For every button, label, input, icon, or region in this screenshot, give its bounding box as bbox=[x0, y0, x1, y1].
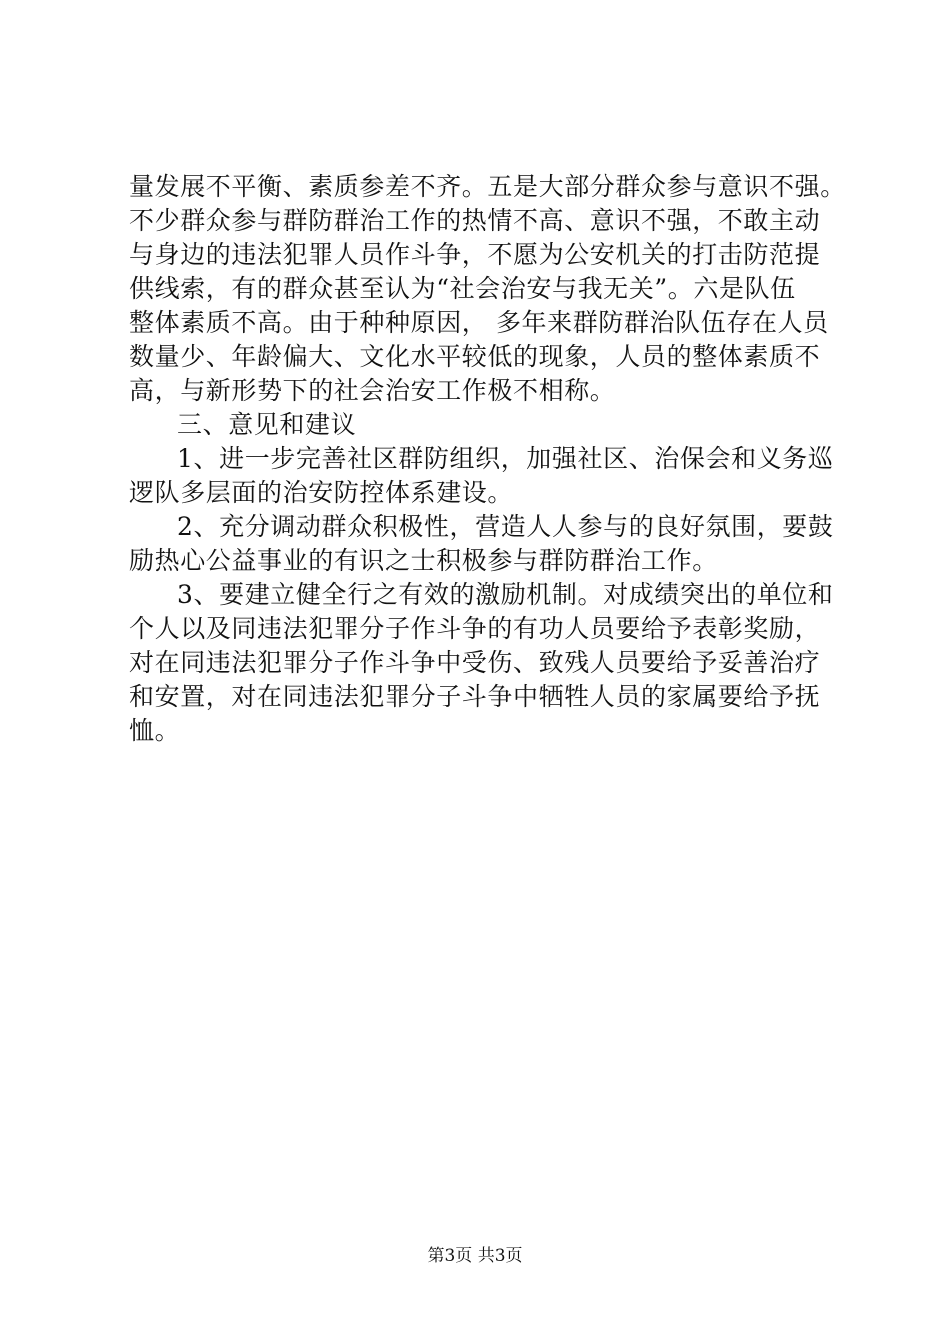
section-heading: 三、意见和建议 bbox=[177, 410, 357, 439]
paragraph-line: 供线索，有的群众甚至认为“社会治安与我无关”。六是队伍 bbox=[129, 274, 796, 303]
paragraph-line: 与身边的违法犯罪人员作斗争，不愿为公安机关的打击防范提 bbox=[129, 240, 821, 269]
page-footer: 第3页 共3页 bbox=[427, 1246, 523, 1266]
paragraph-line: 恤。 bbox=[129, 716, 181, 745]
paragraph-line: 逻队多层面的治安防控体系建设。 bbox=[129, 478, 514, 507]
paragraph-line: 量发展不平衡、素质参差不齐。五是大部分群众参与意识不强。 bbox=[129, 172, 846, 201]
paragraph-line: 励热心公益事业的有识之士积极参与群防群治工作。 bbox=[129, 546, 718, 575]
paragraph-line: 对在同违法犯罪分子作斗争中受伤、致残人员要给予妥善治疗 bbox=[129, 648, 821, 677]
paragraph-line: 不少群众参与群防群治工作的热情不高、意识不强，不敢主动 bbox=[129, 206, 821, 235]
paragraph-line: 和安置，对在同违法犯罪分子斗争中牺牲人员的家属要给予抚 bbox=[129, 682, 821, 711]
paragraph-line: 1、进一步完善社区群防组织，加强社区、治保会和义务巡 bbox=[177, 444, 834, 473]
paragraph-line: 3、要建立健全行之有效的激励机制。对成绩突出的单位和 bbox=[177, 580, 834, 609]
paragraph-line: 高，与新形势下的社会治安工作极不相称。 bbox=[129, 376, 616, 405]
document-body bbox=[129, 170, 846, 748]
paragraph-line: 数量少、年龄偏大、文化水平较低的现象，人员的整体素质不 bbox=[129, 342, 821, 371]
paragraph-line: 整体素质不高。由于种种原因， 多年来群防群治队伍存在人员 bbox=[129, 308, 829, 337]
paragraph-line: 2、充分调动群众积极性，营造人人参与的良好氛围，要鼓 bbox=[177, 512, 834, 541]
paragraph-line: 个人以及同违法犯罪分子作斗争的有功人员要给予表彰奖励， bbox=[129, 614, 821, 643]
